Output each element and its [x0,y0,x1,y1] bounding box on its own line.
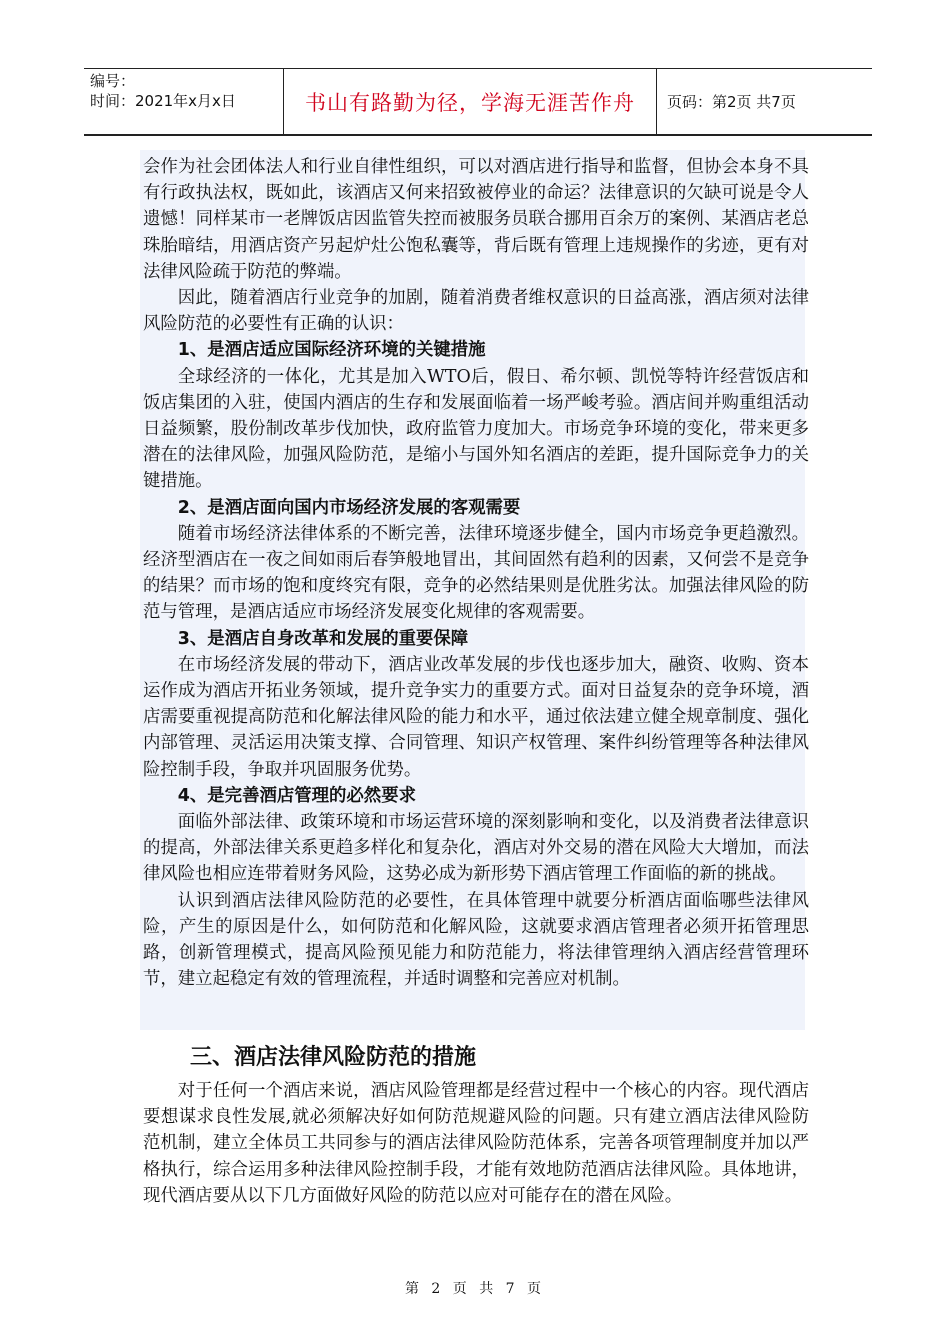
subheading: 4、是完善酒店管理的必然要求 [177,785,416,806]
header-motto: 书山有路勤为径，学海无涯苦作舟 [284,69,657,134]
paragraph: 面临外部法律、政策环境和市场运营环境的深刻影响和变化，以及消费者法律意识的提高，外部法律关系更趋多样化和复杂化，酒店对外交易的潜在风险大大增加，而法律风险也相应连带着财务风险，这势必成为新形势下酒店管理工作面临的新的挑战。 [143,812,809,885]
subheading: 2、是酒店面向国内市场经济发展的客观需要 [177,497,521,518]
section-title: 三、酒店法律风险防范的措施 [190,1045,477,1070]
subheading: 3、是酒店自身改革和发展的重要保障 [177,628,469,649]
paragraph: 因此，随着酒店行业竞争的加剧，随着消费者维权意识的日益高涨，酒店须对法律风险防范的必要性有正确的认识： [143,288,809,335]
page-footer: 第 2 页 共 7 页 [404,1281,546,1297]
paragraph: 在市场经济发展的带动下，酒店业改革发展的步伐也逐步加大，融资、收购、资本运作成为酒店开拓业务领域，提升竞争实力的重要方式。面对日益复杂的竞争环境，酒店需要重视提高防范和化解法律风险的能力和水平，通过依法建立健全规章制度、强化内部管理、灵活运用决策支撑、合同管理、知识产权管理、案件纠纷管理等各种法律风险控制手段，争取并巩固服务优势。 [143,654,809,780]
document-number-label: 编号： [90,72,136,90]
header-page-info: 页码：第2页 共7页 [667,93,796,111]
paragraph: 对于任何一个酒店来说，酒店风险管理都是经营过程中一个核心的内容。现代酒店要想谋求良性发展,就必须解决好如何防范规避风险的问题。只有建立酒店法律风险防范机制，建立全体员工共同参与的酒店法律风险防范体系，完善各项管理制度并加以严格执行，综合运用多种法律风险控制手段，才能有效地防范酒店法律风险。具体地讲，现代酒店要从以下几方面做好风险的防范以应对可能存在的潜在风险。 [143,1081,809,1206]
header-meta [84,69,284,134]
body-text [143,154,809,993]
paragraph: 会作为社会团体法人和行业自律性组织，可以对酒店进行指导和监督，但协会本身不具有行政执法权，既如此，该酒店又何来招致被停业的命运？法律意识的欠缺可说是令人遗憾！同样某市一老牌饭店因监管失控而被服务员联合挪用百余万的案例、某酒店老总珠胎暗结，用酒店资产另起炉灶公饱私囊等，背后既有管理上违规操作的劣迹，更有对法律风险疏于防范的弊端。 [143,157,809,282]
page-header [84,68,872,136]
paragraph: 全球经济的一体化，尤其是加入WTO后，假日、希尔顿、凯悦等特许经营饭店和饭店集团的入驻，使国内酒店的生存和发展面临着一场严峻考验。酒店间并购重组活动日益频繁，股份制改革步伐加快，政府监管力度加大。市场竞争环境的变化，带来更多潜在的法律风险，加强风险防范，是缩小与国外知名酒店的差距，提升国际竞争力的关键措施。 [143,366,809,492]
paragraph: 认识到酒店法律风险防范的必要性，在具体管理中就要分析酒店面临哪些法律风险，产生的原因是什么，如何防范和化解风险，这就要求酒店管理者必须开拓管理思路，创新管理模式，提高风险预见能力和防范能力，将法律管理纳入酒店经营管理环节，建立起稳定有效的管理流程，并适时调整和完善应对机制。 [143,890,809,990]
document-date-label: 时间：2021年x月x日 [90,92,236,110]
paragraph: 随着市场经济法律体系的不断完善，法律环境逐步健全，国内市场竞争更趋激烈。经济型酒店在一夜之间如雨后春笋般地冒出，其间固然有趋利的因素，又何尝不是竞争的结果？而市场的饱和度终究有限，竞争的必然结果则是优胜劣汰。加强法律风险的防范与管理，是酒店适应市场经济发展变化规律的客观需要。 [143,523,809,623]
subheading: 1、是酒店适应国际经济环境的关键措施 [177,340,486,361]
section-body [143,1078,809,1209]
